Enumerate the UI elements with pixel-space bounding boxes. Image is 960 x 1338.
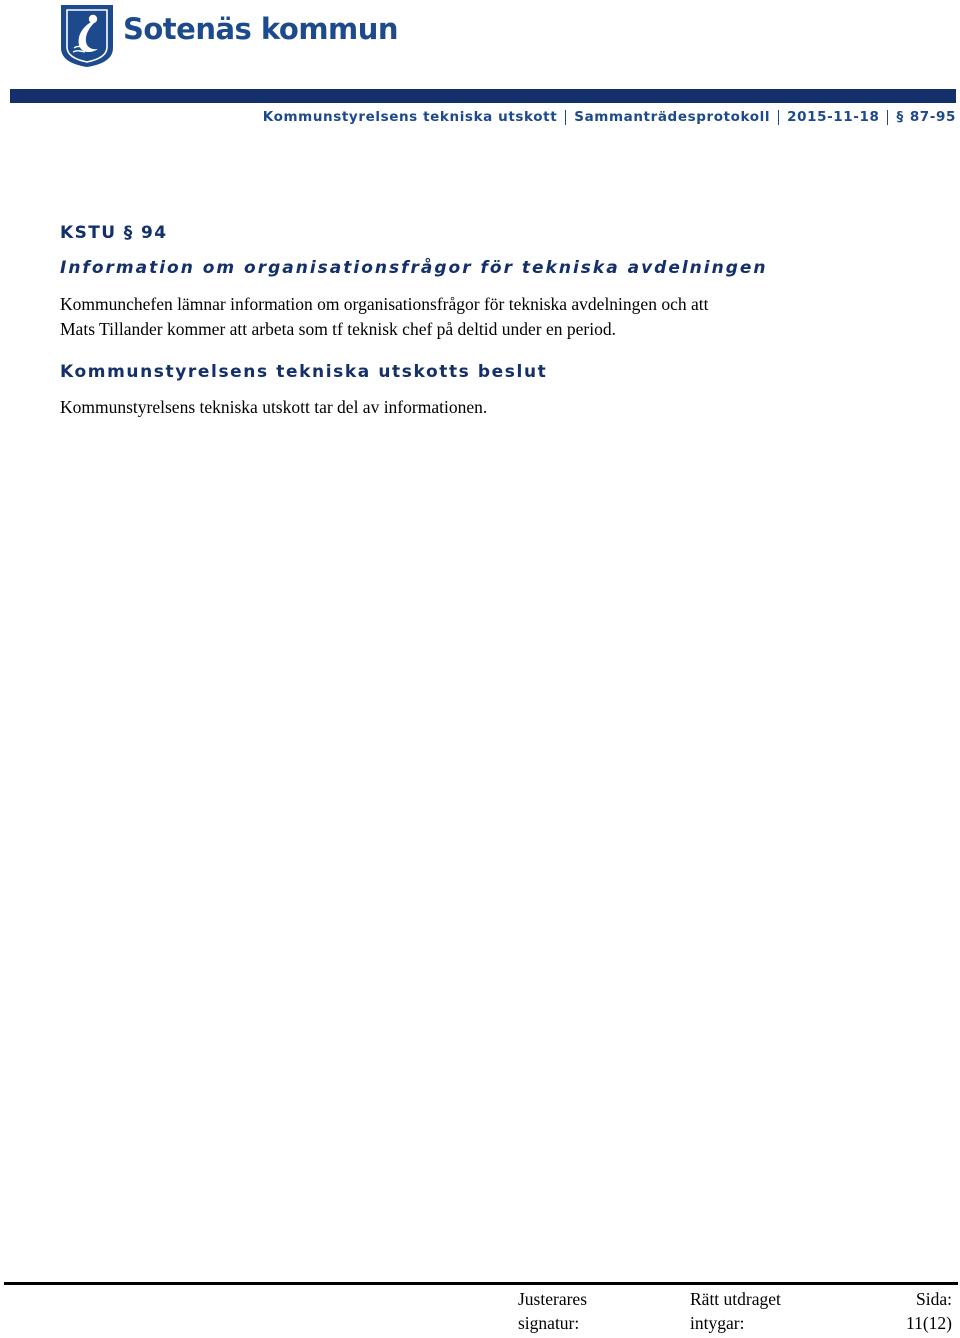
item-body: [60, 292, 860, 342]
paragraph-digit: 94: [140, 223, 168, 243]
header-protocol: Sammanträdesprotokoll: [574, 109, 771, 125]
item-body-line: Mats Tillander kommer att arbeta som tf teknisk chef på deltid under en period.: [60, 319, 616, 339]
header-date: 2015-11-18: [787, 109, 880, 125]
paragraph-symbol: §: [123, 223, 134, 243]
footer-page-value: 11(12): [905, 1313, 952, 1333]
document-header: [263, 109, 956, 125]
header-divider: [778, 110, 779, 125]
header-bar: [10, 89, 956, 103]
header-section-symbol: §: [896, 109, 904, 125]
item-title: Information om organisationsfrågor för tekniska avdelningen: [60, 258, 768, 278]
paragraph-code: KSTU: [60, 223, 117, 243]
footer-certified-extract: [690, 1287, 781, 1335]
header-divider: [887, 110, 888, 125]
paragraph-number: [60, 223, 167, 243]
header-divider: [565, 110, 566, 125]
footer-label: intygar:: [690, 1313, 745, 1333]
header-committee: Kommunstyrelsens tekniska utskott: [262, 109, 558, 125]
logo-text: Sotenäs kommun: [123, 12, 399, 46]
decision-text: Kommunstyrelsens tekniska utskott tar del av informationen.: [60, 397, 488, 417]
footer-label: Justerares: [518, 1289, 588, 1309]
municipality-logo: [60, 4, 399, 68]
item-body-line: Kommunchefen lämnar information om organisationsfrågor för tekniska avdelningen och att: [60, 294, 709, 314]
footer-page-number: [906, 1287, 952, 1335]
footer-page-label: Sida:: [916, 1289, 952, 1309]
footer-adjuster-signature: [518, 1287, 587, 1335]
footer-divider: [4, 1282, 958, 1285]
footer-label: Rätt utdraget: [690, 1289, 781, 1309]
decision-heading: Kommunstyrelsens tekniska utskotts beslut: [60, 362, 548, 382]
coat-of-arms-icon: [60, 4, 114, 68]
header-section-range: 87-95: [909, 109, 956, 125]
footer-label: signatur:: [518, 1313, 580, 1333]
